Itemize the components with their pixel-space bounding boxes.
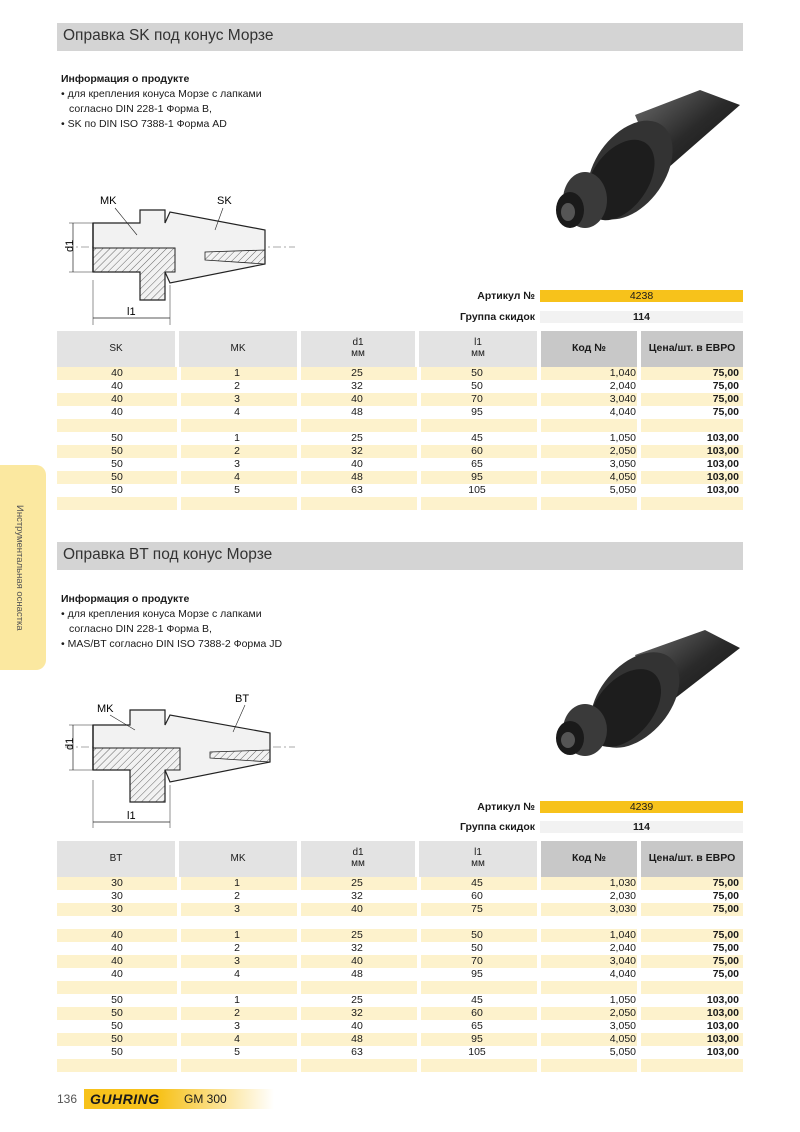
table-cell: 45 (471, 877, 483, 889)
table-cell: 1 (234, 367, 240, 379)
table-cell: 75,00 (712, 380, 739, 392)
table-cell: 50 (111, 445, 123, 457)
table-cell: 30 (111, 903, 123, 915)
table-cell: 2 (234, 380, 240, 392)
table-cell: 50 (111, 1033, 123, 1045)
article-label: Артикул № (477, 801, 535, 813)
table-cell: 103,00 (706, 1020, 739, 1032)
discount-label: Группа скидок (460, 821, 535, 833)
table-cell: 1 (234, 877, 240, 889)
table-cell: 3 (234, 393, 240, 405)
d1-label: d1 (64, 239, 76, 252)
table-cell: 75,00 (712, 903, 739, 915)
table-cell: 40 (111, 406, 123, 418)
table-cell: 40 (111, 367, 123, 379)
table-spacer-row (57, 497, 743, 510)
d1-label: d1 (64, 737, 76, 750)
table-cell: 3,030 (609, 903, 636, 915)
table-cell: 60 (471, 1007, 483, 1019)
info-line: • SK по DIN ISO 7388-1 Форма AD (61, 118, 227, 130)
table-cell: 48 (351, 471, 363, 483)
table-cell: 103,00 (706, 1007, 739, 1019)
section-title: Оправка BT под конус Морзе (63, 546, 273, 563)
table-row (57, 458, 743, 471)
table-cell: 63 (351, 1046, 363, 1058)
table-cell: 70 (471, 393, 483, 405)
table-cell: 2,040 (609, 380, 636, 392)
table-cell: 3 (234, 458, 240, 470)
col-header: l1 мм (419, 841, 537, 877)
table-cell: 105 (468, 1046, 486, 1058)
table-cell: 1,050 (609, 432, 636, 444)
article-label: Артикул № (477, 290, 535, 302)
table-cell: 60 (471, 445, 483, 457)
table-cell: 103,00 (706, 484, 739, 496)
table-cell: 50 (111, 484, 123, 496)
table-cell: 25 (351, 367, 363, 379)
info-line: • MAS/BT согласно DIN ISO 7388-2 Форма JD (61, 638, 283, 650)
table-header (57, 841, 743, 877)
article-row (0, 290, 800, 309)
brand-logo: GUHRING (90, 1091, 160, 1107)
table-cell: 1,040 (609, 929, 636, 941)
col-header: MK (179, 841, 297, 877)
discount-value: 114 (540, 821, 743, 833)
table-cell: 4,040 (609, 968, 636, 980)
table-cell: 4,050 (609, 471, 636, 483)
table-cell: 75 (471, 903, 483, 915)
table-cell: 105 (468, 484, 486, 496)
catalog-name: GM 300 (184, 1092, 227, 1106)
table-cell: 4,050 (609, 1033, 636, 1045)
discount-label: Группа скидок (460, 311, 535, 323)
table-cell: 95 (471, 406, 483, 418)
table-row (57, 432, 743, 445)
table-cell: 70 (471, 955, 483, 967)
table-row (57, 1007, 743, 1020)
table-cell: 103,00 (706, 458, 739, 470)
table-cell: 65 (471, 1020, 483, 1032)
col-header: Цена/шт. в ЕВРО (641, 331, 743, 367)
product-info (61, 592, 282, 652)
col-header: BT (57, 841, 175, 877)
side-tab-label: Инструментальная оснастка (14, 505, 25, 631)
product-photo (540, 620, 740, 770)
table-cell: 25 (351, 877, 363, 889)
table-row (57, 1020, 743, 1033)
table-cell: 75,00 (712, 942, 739, 954)
table-cell: 75,00 (712, 890, 739, 902)
table-cell: 2,040 (609, 942, 636, 954)
table-body (57, 877, 743, 1072)
table-cell: 50 (111, 1046, 123, 1058)
table-cell: 95 (471, 471, 483, 483)
table-cell: 2 (234, 890, 240, 902)
table-cell: 32 (351, 445, 363, 457)
table-cell: 3,050 (609, 1020, 636, 1032)
col-header: d1 мм (301, 331, 415, 367)
table-cell: 40 (111, 393, 123, 405)
article-row (0, 801, 800, 820)
col-header: Код № (541, 841, 637, 877)
table-cell: 30 (111, 890, 123, 902)
table-row (57, 445, 743, 458)
table-cell: 4 (234, 1033, 240, 1045)
table-row (57, 471, 743, 484)
table-cell: 50 (471, 929, 483, 941)
price-table (57, 841, 743, 1072)
table-cell: 50 (111, 432, 123, 444)
table-cell: 32 (351, 890, 363, 902)
table-cell: 3 (234, 955, 240, 967)
table-cell: 103,00 (706, 994, 739, 1006)
table-cell: 103,00 (706, 471, 739, 483)
info-line: • для крепления конуса Морзе с лапками (61, 88, 262, 100)
table-cell: 3,040 (609, 955, 636, 967)
product-info (61, 72, 262, 132)
table-cell: 32 (351, 1007, 363, 1019)
table-row (57, 484, 743, 497)
table-cell: 25 (351, 929, 363, 941)
table-cell: 65 (471, 458, 483, 470)
table-cell: 75,00 (712, 877, 739, 889)
table-cell: 5,050 (609, 484, 636, 496)
table-cell: 30 (111, 877, 123, 889)
table-cell: 40 (111, 955, 123, 967)
table-cell: 5,050 (609, 1046, 636, 1058)
table-cell: 103,00 (706, 1046, 739, 1058)
table-cell: 25 (351, 432, 363, 444)
table-cell: 32 (351, 380, 363, 392)
col-header: d1 мм (301, 841, 415, 877)
section-title: Оправка SK под конус Морзе (63, 27, 274, 44)
col-header: l1 мм (419, 331, 537, 367)
discount-row (0, 311, 800, 330)
table-cell: 3,040 (609, 393, 636, 405)
table-cell: 2 (234, 942, 240, 954)
mk-label: MK (97, 703, 114, 715)
table-cell: 103,00 (706, 432, 739, 444)
table-row (57, 929, 743, 942)
table-cell: 40 (111, 968, 123, 980)
table-cell: 2,050 (609, 1007, 636, 1019)
table-cell: 45 (471, 994, 483, 1006)
article-number: 4238 (540, 290, 743, 302)
table-row (57, 890, 743, 903)
price-table (57, 331, 743, 510)
table-cell: 50 (111, 458, 123, 470)
l1-label: l1 (127, 306, 136, 318)
table-cell: 50 (111, 994, 123, 1006)
table-cell: 95 (471, 968, 483, 980)
mk-label: MK (100, 195, 117, 207)
table-cell: 60 (471, 890, 483, 902)
page-footer (57, 1089, 277, 1109)
l1-label: l1 (127, 810, 136, 822)
table-cell: 3 (234, 903, 240, 915)
table-cell: 63 (351, 484, 363, 496)
table-cell: 3 (234, 1020, 240, 1032)
info-line: • для крепления конуса Морзе с лапками (61, 608, 262, 620)
table-cell: 40 (111, 380, 123, 392)
table-cell: 40 (351, 1020, 363, 1032)
table-cell: 2,050 (609, 445, 636, 457)
table-cell: 50 (471, 367, 483, 379)
table-cell: 2 (234, 1007, 240, 1019)
table-cell: 50 (111, 1020, 123, 1032)
table-cell: 48 (351, 968, 363, 980)
table-cell: 1,050 (609, 994, 636, 1006)
table-cell: 2,030 (609, 890, 636, 902)
table-cell: 5 (234, 484, 240, 496)
table-row (57, 955, 743, 968)
table-cell: 40 (351, 903, 363, 915)
table-cell: 75,00 (712, 968, 739, 980)
table-row (57, 994, 743, 1007)
table-cell: 1 (234, 432, 240, 444)
table-cell: 75,00 (712, 367, 739, 379)
table-cell: 50 (471, 380, 483, 392)
product-photo (540, 75, 740, 245)
table-cell: 32 (351, 942, 363, 954)
discount-value: 114 (540, 311, 743, 323)
technical-drawing (55, 190, 305, 330)
info-heading: Информация о продукте (61, 73, 190, 85)
table-cell: 48 (351, 1033, 363, 1045)
table-cell: 103,00 (706, 1033, 739, 1045)
col-header: Цена/шт. в ЕВРО (641, 841, 743, 877)
table-row (57, 1046, 743, 1059)
info-line: согласно DIN 228-1 Форма B, (69, 103, 212, 115)
table-cell: 45 (471, 432, 483, 444)
table-row (57, 380, 743, 393)
section-title-bar (57, 23, 743, 51)
table-row (57, 406, 743, 419)
table-header (57, 331, 743, 367)
table-cell: 40 (111, 942, 123, 954)
table-spacer-row (57, 419, 743, 432)
table-body (57, 367, 743, 510)
table-cell: 50 (111, 471, 123, 483)
col-header: MK (179, 331, 297, 367)
table-cell: 4 (234, 471, 240, 483)
table-cell: 4 (234, 406, 240, 418)
table-cell: 75,00 (712, 929, 739, 941)
table-row (57, 877, 743, 890)
table-row (57, 942, 743, 955)
table-cell: 50 (111, 1007, 123, 1019)
section-title-bar (57, 542, 743, 570)
table-cell: 4,040 (609, 406, 636, 418)
col-header: Код № (541, 331, 637, 367)
article-number: 4239 (540, 801, 743, 813)
table-cell: 40 (351, 393, 363, 405)
table-cell: 1 (234, 994, 240, 1006)
table-cell: 2 (234, 445, 240, 457)
table-cell: 3,050 (609, 458, 636, 470)
table-spacer-row (57, 981, 743, 994)
table-cell: 4 (234, 968, 240, 980)
table-row (57, 367, 743, 380)
table-cell: 1,040 (609, 367, 636, 379)
table-cell: 40 (351, 458, 363, 470)
table-spacer-row (57, 1059, 743, 1072)
discount-row (0, 821, 800, 840)
table-cell: 75,00 (712, 955, 739, 967)
table-cell: 75,00 (712, 406, 739, 418)
table-spacer-row (57, 916, 743, 929)
table-cell: 95 (471, 1033, 483, 1045)
table-cell: 50 (471, 942, 483, 954)
table-row (57, 1033, 743, 1046)
table-cell: 40 (111, 929, 123, 941)
table-cell: 103,00 (706, 445, 739, 457)
table-cell: 1,030 (609, 877, 636, 889)
taper-label: SK (217, 195, 232, 207)
table-cell: 1 (234, 929, 240, 941)
page-number: 136 (57, 1092, 78, 1106)
table-cell: 5 (234, 1046, 240, 1058)
table-cell: 75,00 (712, 393, 739, 405)
table-row (57, 968, 743, 981)
col-header: SK (57, 331, 175, 367)
info-line: согласно DIN 228-1 Форма B, (69, 623, 212, 635)
taper-label: BT (235, 693, 250, 705)
table-row (57, 393, 743, 406)
side-category-tab (0, 465, 46, 670)
table-cell: 40 (351, 955, 363, 967)
table-cell: 25 (351, 994, 363, 1006)
info-heading: Информация о продукте (61, 593, 190, 605)
table-cell: 48 (351, 406, 363, 418)
table-row (57, 903, 743, 916)
